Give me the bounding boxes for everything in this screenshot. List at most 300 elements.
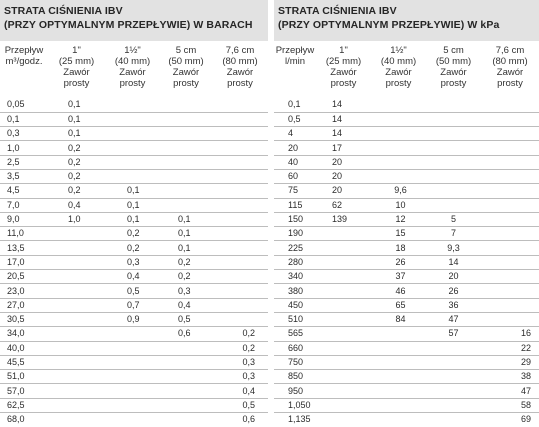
loss-cell (160, 341, 212, 355)
table-header-row (0, 41, 268, 98)
loss-cell (426, 155, 481, 169)
column-header-v3 (426, 41, 481, 98)
loss-cell: 12 (371, 212, 426, 226)
flow-cell: 57,0 (0, 384, 48, 398)
loss-cell (160, 141, 212, 155)
loss-cell (212, 255, 268, 269)
loss-cell: 14 (316, 112, 371, 126)
loss-cell: 26 (426, 284, 481, 298)
loss-cell (371, 98, 426, 112)
loss-cell (212, 98, 268, 112)
table-row (274, 169, 539, 183)
loss-cell: 9,3 (426, 241, 481, 255)
loss-cell (212, 284, 268, 298)
loss-cell (48, 312, 105, 326)
loss-cell (48, 413, 105, 427)
loss-cell (48, 370, 105, 384)
loss-cell (212, 155, 268, 169)
table-row (274, 241, 539, 255)
column-header-line: Zawór (226, 67, 254, 78)
flow-cell: 0,05 (0, 98, 48, 112)
loss-cell: 46 (371, 284, 426, 298)
flow-cell: 190 (274, 227, 316, 241)
loss-cell (160, 112, 212, 126)
table-row (274, 270, 539, 284)
loss-cell: 36 (426, 298, 481, 312)
loss-cell (481, 312, 539, 326)
loss-cell (316, 341, 371, 355)
table-row (0, 284, 268, 298)
column-header-line: 1" (339, 45, 348, 56)
loss-cell (48, 355, 105, 369)
loss-cell (371, 384, 426, 398)
loss-cell (160, 184, 212, 198)
loss-cell (105, 413, 160, 427)
table-row (0, 184, 268, 198)
loss-cell (371, 169, 426, 183)
loss-cell (48, 384, 105, 398)
flow-cell: 1,0 (0, 141, 48, 155)
column-header-line: Przepływ (4, 45, 44, 56)
loss-cell (48, 284, 105, 298)
table-row (274, 384, 539, 398)
flow-cell: 2,5 (0, 155, 48, 169)
column-header-line: 5 cm (443, 45, 464, 56)
column-header-line: Zawór (63, 67, 90, 78)
column-header-line: Zawór (385, 67, 412, 78)
column-header-line: prosty (227, 78, 253, 89)
loss-cell: 0,5 (160, 312, 212, 326)
loss-cell (481, 255, 539, 269)
loss-cell (316, 241, 371, 255)
table-row (274, 141, 539, 155)
flow-cell: 450 (274, 298, 316, 312)
table-row (274, 155, 539, 169)
loss-cell: 16 (481, 327, 539, 341)
loss-cell (371, 413, 426, 427)
column-header-line: m³/godz. (5, 56, 43, 67)
loss-cell: 0,2 (105, 227, 160, 241)
flow-cell: 4,5 (0, 184, 48, 198)
flow-cell: 380 (274, 284, 316, 298)
loss-cell: 139 (316, 212, 371, 226)
loss-cell (48, 327, 105, 341)
table-row (0, 370, 268, 384)
table-row (0, 169, 268, 183)
flow-cell: 0,1 (0, 112, 48, 126)
flow-cell: 1,050 (274, 398, 316, 412)
column-header-line: 1" (72, 45, 81, 56)
loss-cell: 9,6 (371, 184, 426, 198)
left-panel-title (0, 0, 268, 41)
column-header-line: (50 mm) (168, 56, 204, 67)
loss-cell (316, 312, 371, 326)
loss-cell (371, 127, 426, 141)
loss-cell: 0,5 (212, 398, 268, 412)
loss-cell (316, 270, 371, 284)
column-header-v4 (212, 41, 268, 98)
column-header-line: Zawór (119, 67, 146, 78)
column-header-line: Zawór (330, 67, 357, 78)
loss-cell (426, 198, 481, 212)
loss-cell: 7 (426, 227, 481, 241)
loss-cell: 0,1 (105, 198, 160, 212)
loss-cell (371, 355, 426, 369)
table-kpa (274, 41, 539, 427)
loss-cell (212, 212, 268, 226)
loss-cell (481, 184, 539, 198)
flow-cell: 11,0 (0, 227, 48, 241)
loss-cell (316, 398, 371, 412)
loss-cell: 20 (316, 184, 371, 198)
loss-cell: 0,4 (48, 198, 105, 212)
flow-cell: 950 (274, 384, 316, 398)
loss-cell (105, 327, 160, 341)
table-row (274, 212, 539, 226)
flow-cell: 115 (274, 198, 316, 212)
column-header-flow (0, 41, 48, 98)
loss-cell: 0,1 (160, 227, 212, 241)
flow-cell: 225 (274, 241, 316, 255)
table-row (0, 127, 268, 141)
loss-cell (371, 141, 426, 155)
column-header-line: (25 mm) (58, 56, 95, 67)
loss-cell (212, 184, 268, 198)
loss-cell (212, 127, 268, 141)
loss-cell (316, 284, 371, 298)
flow-cell: 51,0 (0, 370, 48, 384)
loss-cell: 0,4 (160, 298, 212, 312)
loss-cell (316, 413, 371, 427)
flow-cell: 1,135 (288, 414, 311, 425)
right-panel-title (274, 0, 539, 41)
loss-cell: 20 (426, 270, 481, 284)
column-header-line: (40 mm) (380, 56, 417, 67)
loss-cell (212, 141, 268, 155)
loss-cell (371, 398, 426, 412)
right-title-line2: (PRZY OPTYMALNYM PRZEPŁYWIE) W kPa (278, 18, 500, 31)
loss-cell (160, 198, 212, 212)
column-header-flow (274, 41, 316, 98)
loss-cell (481, 169, 539, 183)
loss-cell (48, 398, 105, 412)
loss-cell (105, 98, 160, 112)
loss-cell: 0,3 (105, 255, 160, 269)
flow-cell: 510 (274, 312, 316, 326)
column-header-line: prosty (385, 78, 412, 89)
loss-cell (481, 298, 539, 312)
column-header-line: Zawór (440, 67, 467, 78)
flow-cell: 7,0 (0, 198, 48, 212)
table-row (274, 112, 539, 126)
table-row (0, 398, 268, 412)
loss-cell (371, 155, 426, 169)
loss-cell (160, 370, 212, 384)
table-bar (0, 41, 268, 427)
flow-cell: 27,0 (0, 298, 48, 312)
loss-cell (426, 355, 481, 369)
flow-cell: 75 (274, 184, 316, 198)
table-row (274, 413, 539, 427)
loss-cell (212, 112, 268, 126)
loss-cell (105, 370, 160, 384)
loss-cell (481, 98, 539, 112)
loss-cell: 47 (426, 312, 481, 326)
loss-cell (316, 384, 371, 398)
column-header-line: 7,6 cm (225, 45, 255, 56)
loss-cell (426, 341, 481, 355)
column-header-line: 5 cm (175, 45, 197, 56)
column-header-line: prosty (440, 78, 467, 89)
loss-cell: 0,3 (160, 284, 212, 298)
loss-cell (105, 141, 160, 155)
column-header-v1 (316, 41, 371, 98)
table-row (274, 227, 539, 241)
loss-cell: 0,5 (105, 284, 160, 298)
loss-cell (481, 112, 539, 126)
loss-cell (316, 327, 371, 341)
loss-cell (160, 98, 212, 112)
flow-cell: 750 (274, 355, 316, 369)
column-header-line: 1½" (390, 45, 407, 56)
loss-cell (48, 298, 105, 312)
flow-cell: 660 (274, 341, 316, 355)
right-title-line1: STRATA CIŚNIENIA IBV (278, 5, 397, 17)
flow-cell: 40,0 (0, 341, 48, 355)
loss-cell (426, 370, 481, 384)
loss-cell (212, 169, 268, 183)
table-row (0, 198, 268, 212)
loss-cell (48, 227, 105, 241)
loss-cell (481, 212, 539, 226)
loss-cell: 0,7 (105, 298, 160, 312)
column-header-line: Zawór (172, 67, 200, 78)
loss-cell: 0,1 (160, 212, 212, 226)
column-header-line: Przepływ (275, 45, 315, 56)
table-row (0, 341, 268, 355)
column-header-line: l/min (284, 56, 306, 67)
table-row (0, 312, 268, 326)
loss-cell (371, 341, 426, 355)
loss-cell: 0,2 (48, 184, 105, 198)
flow-cell: 0,3 (0, 127, 48, 141)
flow-cell: 3,5 (0, 169, 48, 183)
loss-cell: 14 (426, 255, 481, 269)
table-row (0, 327, 268, 341)
flow-cell: 0,1 (274, 98, 316, 112)
flow-cell: 30,5 (0, 312, 48, 326)
loss-cell (212, 270, 268, 284)
loss-cell: 0,4 (212, 384, 268, 398)
table-row (274, 370, 539, 384)
column-header-v4 (481, 41, 539, 98)
loss-cell (160, 169, 212, 183)
loss-cell: 0,1 (48, 98, 105, 112)
flow-cell: 340 (274, 270, 316, 284)
table-row (0, 355, 268, 369)
column-header-line: (80 mm) (222, 56, 258, 67)
column-header-v2 (105, 41, 160, 98)
column-header-line: (40 mm) (114, 56, 151, 67)
column-header-line: 1½" (124, 45, 141, 56)
table-row (0, 112, 268, 126)
column-header-line: (25 mm) (325, 56, 362, 67)
table-row (0, 155, 268, 169)
column-header-line: (80 mm) (492, 56, 528, 67)
loss-cell: 69 (520, 414, 531, 425)
loss-cell (481, 141, 539, 155)
loss-cell (105, 355, 160, 369)
flow-cell: 45,5 (0, 355, 48, 369)
column-header-v1 (48, 41, 105, 98)
loss-cell (316, 355, 371, 369)
flow-cell: 20,5 (0, 270, 48, 284)
loss-cell (212, 227, 268, 241)
loss-cell (481, 270, 539, 284)
loss-cell: 0,2 (48, 155, 105, 169)
column-header-v3 (160, 41, 212, 98)
loss-cell (48, 255, 105, 269)
loss-cell: 0,2 (160, 255, 212, 269)
loss-cell: 0,2 (212, 341, 268, 355)
loss-cell (212, 298, 268, 312)
loss-cell (481, 127, 539, 141)
loss-cell (371, 327, 426, 341)
loss-cell: 0,9 (105, 312, 160, 326)
table-row (0, 98, 268, 112)
loss-cell (426, 141, 481, 155)
loss-cell (371, 370, 426, 384)
loss-cell (48, 341, 105, 355)
loss-cell (48, 241, 105, 255)
table-row (274, 298, 539, 312)
flow-cell: 0,5 (274, 112, 316, 126)
loss-cell (105, 112, 160, 126)
loss-cell: 58 (481, 398, 539, 412)
flow-cell: 9,0 (0, 212, 48, 226)
loss-cell: 5 (426, 212, 481, 226)
loss-cell (481, 227, 539, 241)
loss-cell (48, 270, 105, 284)
loss-cell: 14 (316, 127, 371, 141)
loss-cell (426, 127, 481, 141)
loss-cell: 38 (481, 370, 539, 384)
loss-cell (160, 398, 212, 412)
column-header-line: (50 mm) (435, 56, 472, 67)
table-row (0, 298, 268, 312)
column-header-line: 7,6 cm (495, 45, 525, 56)
loss-cell (212, 312, 268, 326)
loss-cell (212, 198, 268, 212)
table-row (274, 255, 539, 269)
table-row (0, 255, 268, 269)
table-row (0, 212, 268, 226)
loss-cell: 0,1 (48, 112, 105, 126)
flow-cell: 150 (274, 212, 316, 226)
loss-cell: 0,4 (105, 270, 160, 284)
column-header-line: prosty (63, 78, 90, 89)
flow-cell: 850 (274, 370, 316, 384)
column-header-line: prosty (119, 78, 146, 89)
loss-cell: 0,2 (105, 241, 160, 255)
table-row (274, 398, 539, 412)
flow-cell: 565 (274, 327, 316, 341)
right-panel-kpa (274, 0, 539, 427)
loss-cell: 1,0 (48, 212, 105, 226)
column-header-line: prosty (330, 78, 357, 89)
table-row (274, 198, 539, 212)
loss-cell: 29 (481, 355, 539, 369)
loss-cell (105, 341, 160, 355)
loss-cell: 15 (371, 227, 426, 241)
loss-cell (316, 370, 371, 384)
table-row (0, 141, 268, 155)
loss-cell (481, 284, 539, 298)
table-row (0, 270, 268, 284)
loss-cell (160, 413, 212, 427)
flow-cell: 17,0 (0, 255, 48, 269)
loss-cell (316, 227, 371, 241)
loss-cell: 20 (316, 155, 371, 169)
loss-cell: 0,1 (160, 241, 212, 255)
column-header-v2 (371, 41, 426, 98)
table-body (274, 98, 539, 427)
loss-cell (160, 155, 212, 169)
loss-cell (481, 155, 539, 169)
loss-cell: 22 (481, 341, 539, 355)
column-header-line: prosty (497, 78, 523, 89)
loss-cell: 20 (316, 169, 371, 183)
table-body (0, 98, 268, 427)
flow-cell: 4 (274, 127, 316, 141)
table-row (274, 327, 539, 341)
loss-cell (426, 398, 481, 412)
loss-cell (371, 112, 426, 126)
loss-cell: 62 (316, 198, 371, 212)
column-header-line: Zawór (496, 67, 524, 78)
flow-cell: 13,5 (0, 241, 48, 255)
flow-cell: 20 (274, 141, 316, 155)
flow-cell: 34,0 (0, 327, 48, 341)
table-row (274, 98, 539, 112)
loss-cell: 65 (371, 298, 426, 312)
loss-cell: 0,2 (48, 141, 105, 155)
flow-cell: 40 (274, 155, 316, 169)
flow-cell: 280 (274, 255, 316, 269)
loss-cell: 47 (481, 384, 539, 398)
column-header-line: prosty (173, 78, 199, 89)
loss-cell (105, 169, 160, 183)
table-row (0, 227, 268, 241)
loss-cell (160, 355, 212, 369)
loss-cell: 37 (371, 270, 426, 284)
loss-cell: 84 (371, 312, 426, 326)
loss-cell (426, 98, 481, 112)
table-row (0, 384, 268, 398)
table-row (0, 241, 268, 255)
loss-cell: 0,1 (48, 127, 105, 141)
table-row (274, 284, 539, 298)
loss-cell: 57 (426, 327, 481, 341)
loss-cell (105, 384, 160, 398)
left-title-line1: STRATA CIŚNIENIA IBV (4, 5, 123, 17)
loss-cell (426, 184, 481, 198)
loss-cell: 0,3 (212, 370, 268, 384)
left-panel-bar (0, 0, 268, 427)
table-row (274, 341, 539, 355)
table-row (274, 355, 539, 369)
loss-cell: 0,1 (105, 212, 160, 226)
